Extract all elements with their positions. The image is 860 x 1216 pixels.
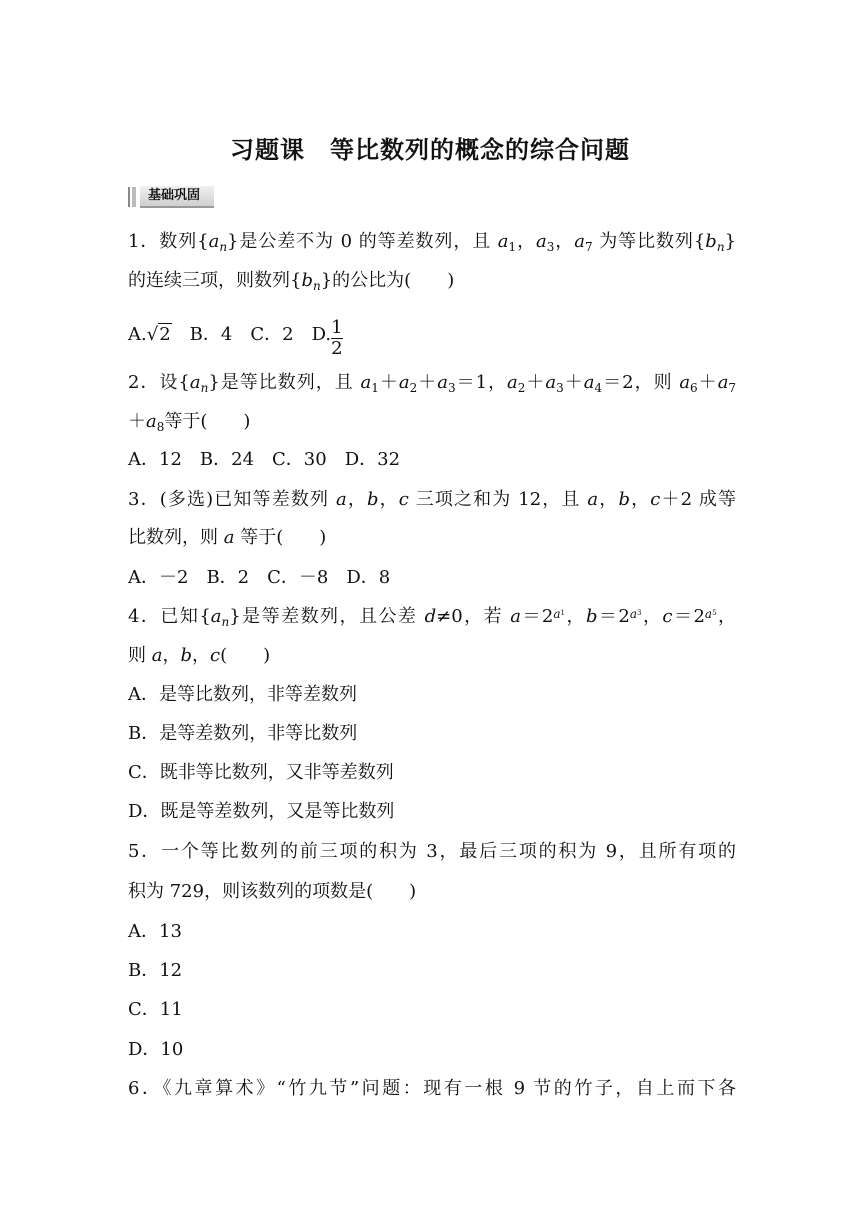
q4-option-c: C．既非等比数列，又非等差数列 — [128, 762, 394, 783]
section-badge — [128, 186, 234, 208]
q5-option-c: C．11 — [128, 999, 183, 1020]
q1-options: A.√2 B．4 C．2 D. $\frac{1}{2}$ — [128, 317, 343, 359]
q3-options: A．－2 B．2 C．－8 D．8 — [128, 567, 391, 588]
q3-line-1: 3．(多选)已知等差数列 a，b，c 三项之和为 12，且 a，b，c＋2 成等 — [128, 489, 737, 510]
page-title: 习题课 等比数列的概念的综合问题 — [230, 136, 630, 164]
q4-option-b: B．是等差数列，非等比数列 — [128, 723, 358, 744]
q4-option-a: A．是等比数列，非等差数列 — [128, 684, 357, 705]
badge-bar — [132, 187, 136, 207]
q5-line-1: 5．一个等比数列的前三项的积为 3，最后三项的积为 9，且所有项的 — [128, 841, 736, 862]
q6-line-1: 6．《九章算术》“竹九节”问题：现有一根 9 节的竹子，自上而下各 — [128, 1078, 736, 1099]
section-label: 基础巩固 — [140, 186, 214, 208]
q3-line-2: 比数列，则 a 等于( ) — [128, 527, 327, 548]
fraction: $\frac{1}{2}$ — [331, 317, 343, 359]
q4-line-1: 4．已知$\{a_n\}$是等差数列，且公差 d≠0，若 $a=2^{a_1}$，$b=2^{a_3}$，$c=2^{a_5}$， — [128, 606, 736, 629]
q1-line-2: 的连续三项，则数列$\{b_n\}$的公比为( ) — [128, 270, 455, 293]
q5-option-d: D．10 — [128, 1039, 184, 1060]
q5-line-2: 积为 729，则该数列的项数是( ) — [128, 881, 417, 902]
q5-option-a: A．13 — [128, 921, 182, 942]
q4-line-2: 则 a，b，c( ) — [128, 645, 271, 666]
q4-option-d: D．既是等差数列，又是等比数列 — [128, 801, 395, 822]
q5-option-b: B．12 — [128, 960, 183, 981]
q2-line-2: $+a_8$等于( ) — [128, 411, 251, 434]
q1-line-1: 1．数列$\{a_n\}$是公差不为 0 的等差数列，且 $a_1$，$a_3$，$a_7$ 为等比数列$\{b_n\}$ — [128, 231, 737, 254]
badge-bar — [128, 187, 130, 207]
q2-line-1: 2．设$\{a_n\}$是等比数列，且 $a_1+a_2+a_3=1$，$a_2+a_3+a_4=2$，则 $a_6+a_7$ — [128, 372, 737, 395]
q2-options: A．12 B．24 C．30 D．32 — [128, 449, 401, 470]
